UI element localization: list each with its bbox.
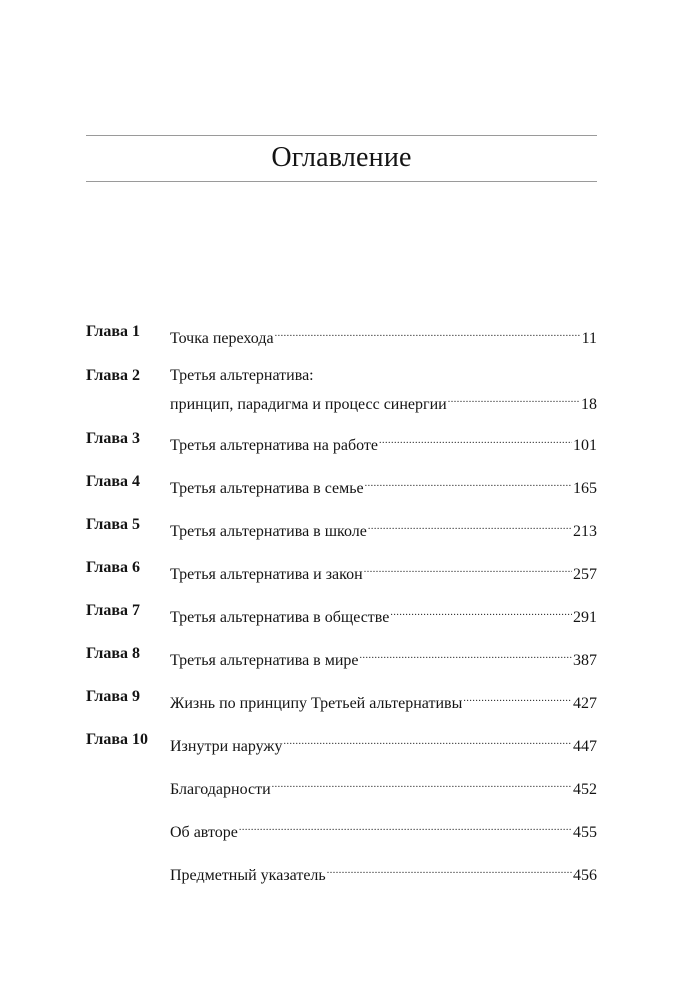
toc-entry (86, 514, 597, 543)
toc-entry-body (170, 471, 597, 500)
toc-entry (86, 643, 597, 672)
dot-leader (365, 471, 572, 493)
toc-page-number: 257 (573, 566, 597, 583)
toc-page-number: 291 (573, 609, 597, 626)
toc-page-number: 456 (573, 867, 597, 884)
toc-entry (86, 321, 597, 350)
toc-page-number: 18 (581, 396, 597, 413)
toc-entry-body (170, 815, 597, 844)
toc-entry-body (170, 729, 597, 758)
toc-entry-title: Третья альтернатива в школе (170, 523, 367, 540)
toc-page-number: 387 (573, 652, 597, 669)
toc-chapter-label: Глава 2 (86, 367, 140, 384)
toc-entry-body (170, 428, 597, 457)
toc-entry-line (170, 643, 597, 672)
toc-entry (86, 557, 597, 586)
toc-entry (86, 858, 597, 887)
dot-leader (283, 729, 572, 751)
toc-entry-title: Точка перехода (170, 330, 274, 347)
toc-entry-line (170, 772, 597, 801)
dot-leader (272, 772, 572, 794)
dot-leader (364, 557, 572, 579)
toc-chapter-label: Глава 5 (86, 516, 140, 533)
toc-chapter-label: Глава 9 (86, 688, 140, 705)
toc-entry (86, 428, 597, 457)
dot-leader (368, 514, 572, 536)
toc-entry-line (170, 557, 597, 586)
dot-leader (275, 321, 581, 343)
toc-entry-body (170, 514, 597, 543)
toc-entry (86, 815, 597, 844)
toc-entry-title: Третья альтернатива в обществе (170, 609, 390, 626)
toc-entry-title: Благодарности (170, 781, 271, 798)
toc-entry (86, 471, 597, 500)
dot-leader (360, 643, 572, 665)
toc-chapter-label: Глава 8 (86, 645, 140, 662)
toc-entry-title: Третья альтернатива на работе (170, 437, 378, 454)
toc-page-number: 455 (573, 824, 597, 841)
page-title: Оглавление (271, 142, 412, 173)
toc-page-number: 11 (581, 330, 597, 347)
toc-entry-line (170, 858, 597, 887)
dot-leader (390, 600, 572, 622)
toc-page-number: 165 (573, 480, 597, 497)
toc-entry-title: Третья альтернатива в семье (170, 480, 364, 497)
toc-entry-line (170, 428, 597, 457)
toc-page-number: 427 (573, 695, 597, 712)
title-rule-bottom (86, 181, 597, 182)
toc-chapter-label: Глава 10 (86, 731, 148, 748)
toc-entry-title: Жизнь по принципу Третьей альтернативы (170, 695, 463, 712)
toc-page-number: 213 (573, 523, 597, 540)
toc-entry-title-line: Третья альтернатива: (170, 367, 314, 384)
toc-page-number: 101 (573, 437, 597, 454)
toc-page-number: 452 (573, 781, 597, 798)
toc-page-number: 447 (573, 738, 597, 755)
toc-entry-line (170, 321, 597, 350)
toc-chapter-label: Глава 7 (86, 602, 140, 619)
toc-chapter-label: Глава 1 (86, 323, 140, 340)
toc-chapter-label: Глава 4 (86, 473, 140, 490)
dot-leader (327, 858, 572, 880)
dot-leader (463, 686, 572, 708)
toc-entry-body (170, 557, 597, 586)
toc-entry (86, 600, 597, 629)
toc-chapter-label: Глава 3 (86, 430, 140, 447)
dot-leader (448, 387, 580, 409)
toc-entry-body (170, 321, 597, 350)
toc-entry-body (170, 686, 597, 715)
toc-entry-line (170, 387, 597, 416)
title-rule-top (86, 135, 597, 136)
toc-entry-body (170, 365, 597, 416)
toc-entry-line (170, 471, 597, 500)
toc-entry-line (170, 729, 597, 758)
dot-leader (239, 815, 572, 837)
toc-entry-title: Третья альтернатива в мире (170, 652, 359, 669)
toc-entry-line (170, 686, 597, 715)
toc-entry-title: Предметный указатель (170, 867, 326, 884)
toc-entry-title: Третья альтернатива и закон (170, 566, 363, 583)
toc-entry (86, 686, 597, 715)
toc-chapter-label: Глава 6 (86, 559, 140, 576)
toc-entry (86, 729, 597, 758)
toc-entry-title: Изнутри наружу (170, 738, 283, 755)
toc-entry-body (170, 858, 597, 887)
toc-entry-body (170, 643, 597, 672)
toc-entry-line (170, 514, 597, 543)
toc-entry-body (170, 600, 597, 629)
toc-entry-title: принцип, парадигма и процесс синергии (170, 396, 447, 413)
toc-entry-line (170, 815, 597, 844)
toc-entry (86, 365, 597, 416)
dot-leader (379, 428, 572, 450)
toc-entry (86, 772, 597, 801)
toc-entry-title: Об авторе (170, 824, 238, 841)
toc-entry-line (170, 600, 597, 629)
toc-entry-body (170, 772, 597, 801)
